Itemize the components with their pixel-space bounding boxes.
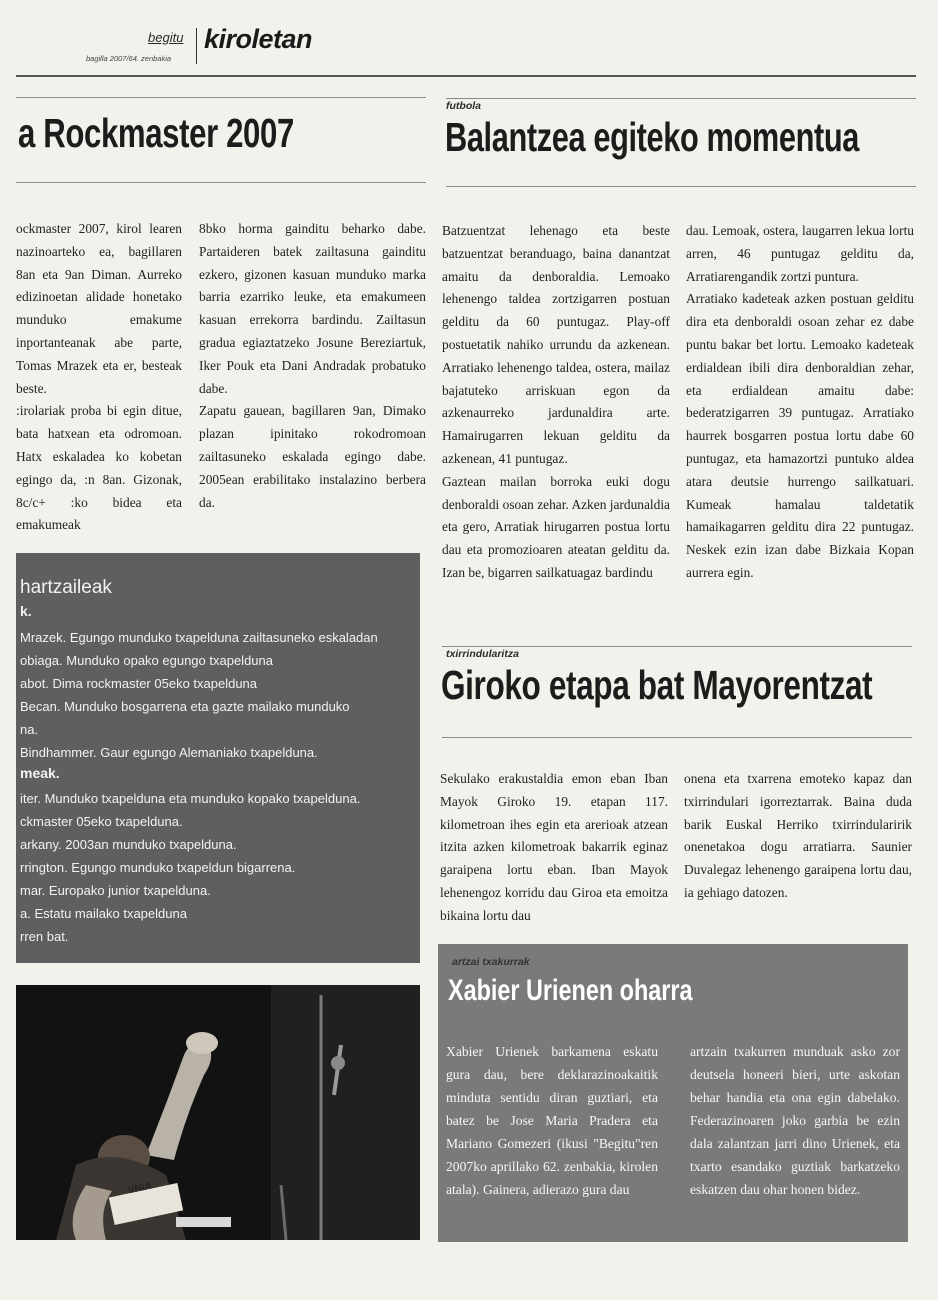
divider — [16, 182, 426, 183]
notice-box — [438, 944, 908, 1242]
list-item: abot. Dima rockmaster 05eko txapelduna — [20, 676, 258, 691]
txirrindularitza-column-2 — [684, 768, 912, 905]
paragraph: Arratiako kadeteak azken postuan gelditu dira eta denboraldi osoan zehar ez dabe puntu bakar bet lortu. Lemoako kadeteak erdialdean ibili dira denboraldian zehar, eta erdialdean amaitu dabe: bederatzigarren 39 puntugaz. Arratiako haurrek bosgarren postua lortu dabe 60 puntugaz, eta hamazortzi puntuko aldea atara deutsie hurrengo sailkatuari. Kumeak hamalau taldetatik hamaikagarren gelditu dira 22 puntugaz. Neskek ezin izan dabe Bizkaia Kopan aurrera egin. — [686, 291, 914, 580]
list-item: Mrazek. Egungo munduko txapelduna zailtasuneko eskaladan — [20, 630, 378, 645]
issue-label: bagilla 2007/64. zenbakia — [86, 54, 172, 63]
paragraph: Batzuentzat lehenago eta beste batzuentzat beranduago, baina danantzat amaitu da denboraldia. Lemoako lehenengo taldea zortzigarren postuan gelditu da 60 puntugaz. Play-off postuetatik nahiko urrundu da azkenean. Arratiako lehenengo taldea, ostera, mailaz bajatuteko arriskuan egon da azkenaurreko jardunaldira arte. Hamairugarren lekuan gelditu da azkenean, 41 puntugaz. — [442, 223, 670, 466]
section-title: kiroletan — [204, 24, 313, 54]
masthead-separator — [196, 28, 197, 64]
list-item: rrington. Egungo munduko txapeldun bigarrena. — [20, 860, 296, 875]
divider — [16, 97, 426, 98]
men-heading: k. — [20, 603, 32, 619]
rockmaster-column-2 — [199, 218, 426, 514]
notice-column-2: artzain txakurren munduak asko zor deutsela honeeri bieri, urte askotan behar handia eta ona egin dabelako. Federazinoaren joko garbia be ezin dala zalantzan jarri dino Urienek, eta txarto esandako guztiak barkatzeko eskatzen dau ohar honen bidez. — [690, 1044, 900, 1197]
list-item: iter. Munduko txapelduna eta munduko kopako txapelduna. — [20, 791, 361, 806]
list-item: a. Estatu mailako txapelduna — [20, 906, 187, 921]
futbola-kicker: futbola — [446, 100, 481, 112]
list-item: na. — [20, 722, 39, 737]
txirrindularitza-column-1 — [440, 768, 668, 928]
list-item: mar. Europako junior txapelduna. — [20, 883, 211, 898]
participants-title: hartzaileak — [20, 577, 112, 598]
divider — [446, 98, 916, 99]
women-heading: meak. — [20, 765, 60, 781]
paragraph: 8bko horma gainditu beharko dabe. Partaideren batek zailtasuna gainditu ezkero, gizonen kasuan munduko marka barria ezarriko leuke, eta emakumeen kasuan errekorra bardindu. Zailtasun gradua egiaztatzeko Josune Bereziartuk, Iker Pouk eta Dani Andradak probatuko dabe. — [199, 221, 426, 396]
climbing-photo — [16, 985, 420, 1240]
paragraph: ockmaster 2007, kirol learen nazinoarteko ea, bagillaren 8an eta 9an Diman. Aurreko edizinoetan alidade honetako munduko emakume inportanteanak abe parte, Tomas Mrazek eta er, besteak beste. — [16, 221, 182, 396]
list-item: Becan. Munduko bosgarrena eta gazte mailako munduko — [20, 699, 350, 714]
notice-kicker: artzai txakurrak — [452, 956, 530, 968]
participants-box — [16, 553, 420, 963]
publication-name: begitu — [148, 30, 184, 45]
notice-column-1: Xabier Urienek barkamena eskatu gura dau, bere deklarazinoakaitik minduta sentidu diran guztiari, eta batez be Jose Maria Pradera eta Mariano Gomezeri (ikusi "Begitu"ren 2007ko aprillako 62. zenbakia, kirolen atala). Gainera, adierazo gura dau — [446, 1044, 658, 1197]
list-item: arkany. 2003an munduko txapelduna. — [20, 837, 237, 852]
paragraph: Sekulako erakustaldia emon eban Iban Mayok Giroko 19. etapan 117. kilometroan ihes egin eta arerioak atzean itzita azken kilometroak bakarrik eginaz garaipena lortu eban. Iban Mayok lehenengoz korridu dau Giroa eta emoitza bikaina lortu dau — [440, 771, 668, 923]
rockmaster-column-1 — [16, 218, 182, 537]
futbola-column-1 — [442, 220, 670, 585]
paragraph: onena eta txarrena emoteko kapaz dan txirrindulari igorreztarrak. Baina duda barik Euskal Herriko txirrindularirik onenetakoa dogu arratiarra. Saunier Duvalegaz lehenengo garaipena lortu dau, ia gehiago datozen. — [684, 771, 912, 900]
divider — [442, 737, 912, 738]
paragraph: :irolariak proba bi egin ditue, bata hatxean eta odromoan. Hatx eskaladea ko kobetan egingo da, :n 8an. Gizonak, 8c/c+ :ko bidea eta emakumeak — [16, 403, 182, 533]
divider — [446, 186, 916, 187]
list-item: Bindhammer. Gaur egungo Alemaniako txapelduna. — [20, 745, 318, 760]
txirrindularitza-headline: Giroko etapa bat Mayorentzat — [441, 662, 873, 708]
list-item: obiaga. Munduko opako egungo txapelduna — [20, 653, 273, 668]
masthead-rule — [16, 75, 916, 77]
txirrindularitza-kicker: txirrindularitza — [446, 648, 519, 660]
bib-number: VNIA — [127, 1180, 153, 1197]
list-item: ckmaster 05eko txapelduna. — [20, 814, 183, 829]
climber-illustration — [16, 985, 420, 1240]
divider — [442, 646, 912, 647]
rockmaster-headline: a Rockmaster 2007 — [18, 110, 294, 156]
list-item: rren bat. — [20, 929, 69, 944]
notice-headline: Xabier Urienen oharra — [448, 974, 693, 1007]
paragraph: Gaztean mailan borroka euki dogu denboraldi osoan zehar. Azken jardunaldia eta gero, Arratiak hirugarren postua lortu dau eta promozioaren ateatan gelditu da. Izan be, bigarren sailkatuagaz bardindu — [442, 473, 670, 580]
paragraph: dau. Lemoak, ostera, laugarren lekua lortu arren, 46 puntugaz gelditu da, Arratiarengandik zortzi puntura. — [686, 223, 914, 284]
futbola-headline: Balantzea egiteko momentua — [445, 114, 860, 160]
paragraph: Zapatu gauean, bagillaren 9an, Dimako plazan ipinitako rokodromoan zailtasuneko eskalada egingo dabe. 2005ean erabilitako instalazino berbera da. — [199, 403, 426, 510]
futbola-column-2 — [686, 220, 914, 585]
